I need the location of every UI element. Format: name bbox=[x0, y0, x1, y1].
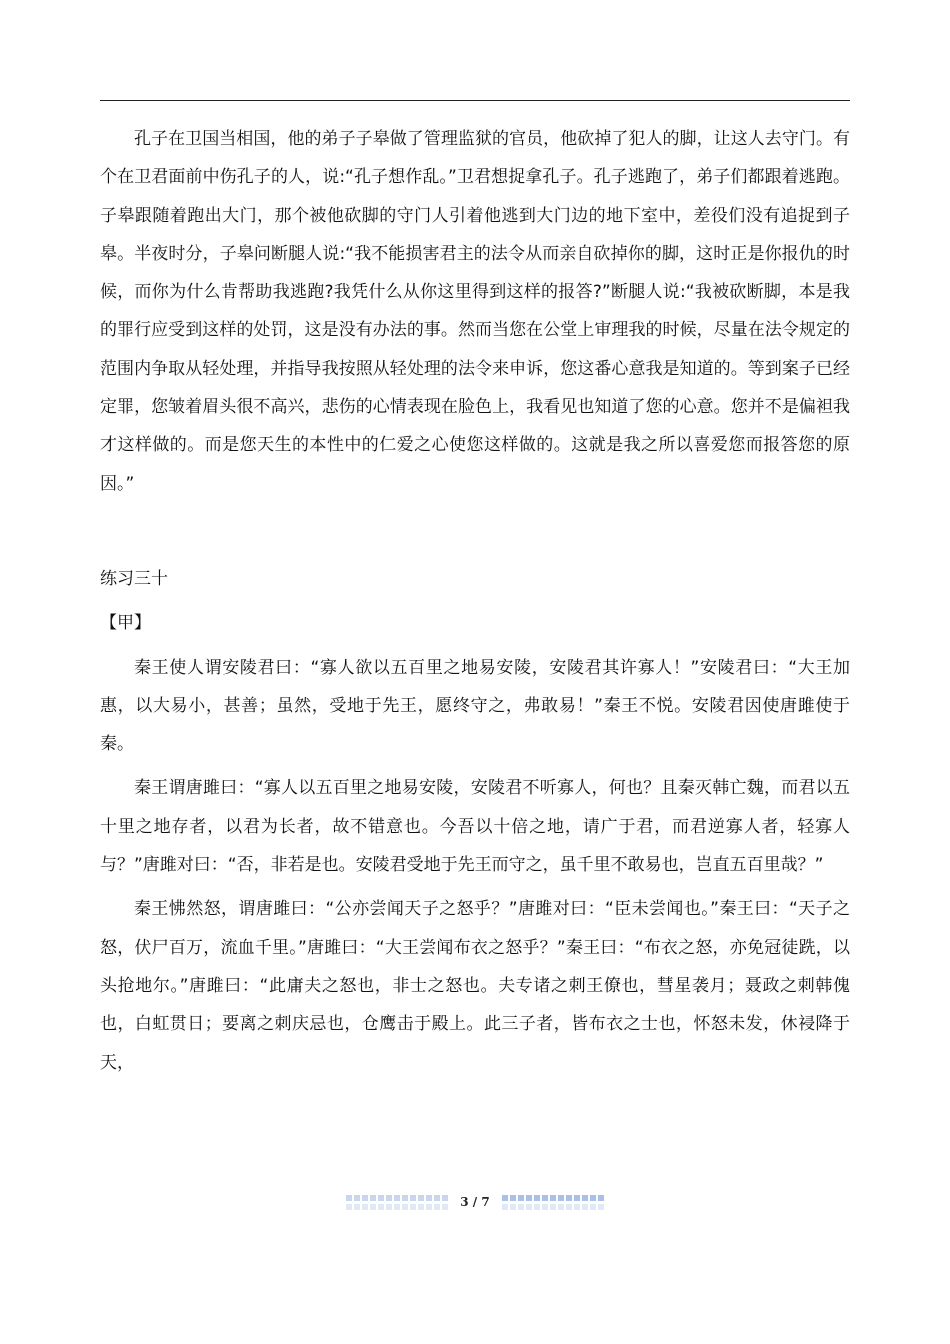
footer-decoration-right bbox=[502, 1195, 604, 1210]
passage-paragraph: 秦王使人谓安陵君曰：“寡人欲以五百里之地易安陵，安陵君其许寡人！”安陵君曰：“大王加惠，以大易小，甚善；虽然，受地于先王，愿终守之，弗敢易！”秦王不悦。安陵君因使唐雎使于秦。 bbox=[100, 657, 850, 755]
section-label: 【甲】 bbox=[100, 613, 151, 634]
document-body bbox=[100, 120, 850, 1082]
section-spacer bbox=[100, 503, 850, 560]
translation-paragraph: 孔子在卫国当相国，他的弟子子皋做了管理监狱的官员，他砍掉了犯人的脚，让这人去守门。有个在卫君面前中伤孔子的人，说:“孔子想作乱。”卫君想捉拿孔子。孔子逃跑了，弟子们都跟着逃跑。子皋跟随着跑出大门，那个被他砍脚的守门人引着他逃到大门边的地下室中，差役们没有追捉到子皋。半夜时分，子皋问断腿人说:“我不能损害君主的法令从而亲自砍掉你的脚，这时正是你报仇的时候，而你为什么肯帮助我逃跑?我凭什么从你这里得到这样的报答?”断腿人说:“我被砍断脚，本是我的罪行应受到这样的处罚，这是没有办法的事。然而当您在公堂上审理我的时候，尽量在法令规定的范围内争取从轻处理，并指导我按照从轻处理的法令来申诉，您这番心意我是知道的。等到案子已经定罪，您皱着眉头很不高兴，悲伤的心情表现在脸色上，我看见也知道了您的心意。您并不是偏袒我才这样做的。而是您天生的本性中的仁爱之心使您这样做的。这就是我之所以喜爱您而报答您的原因。” bbox=[100, 129, 850, 494]
footer-decoration-left bbox=[346, 1195, 448, 1210]
header-rule bbox=[100, 100, 850, 101]
passage-paragraph: 秦王谓唐雎曰：“寡人以五百里之地易安陵，安陵君不听寡人，何也？且秦灭韩亡魏，而君以五十里之地存者，以君为长者，故不错意也。今吾以十倍之地，请广于君，而君逆寡人者，轻寡人与？”唐雎对曰：“否，非若是也。安陵君受地于先王而守之，虽千里不敢易也，岂直五百里哉？” bbox=[100, 778, 850, 876]
exercise-title: 练习三十 bbox=[100, 568, 168, 589]
page-number: 3 / 7 bbox=[460, 1195, 490, 1209]
passage-paragraph: 秦王怫然怒，谓唐雎曰：“公亦尝闻天子之怒乎？”唐雎对曰：“臣未尝闻也。”秦王曰：“天子之怒，伏尸百万，流血千里。”唐雎曰：“大王尝闻布衣之怒乎？”秦王曰：“布衣之怒，亦免冠徒跣，以头抢地尔。”唐雎曰：“此庸夫之怒也，非士之怒也。夫专诸之刺王僚也，彗星袭月；聂政之刺韩傀也，白虹贯日；要离之刺庆忌也，仓鹰击于殿上。此三子者，皆布衣之士也，怀怒未发，休祲降于天， bbox=[100, 899, 850, 1073]
page-footer bbox=[0, 1190, 950, 1214]
